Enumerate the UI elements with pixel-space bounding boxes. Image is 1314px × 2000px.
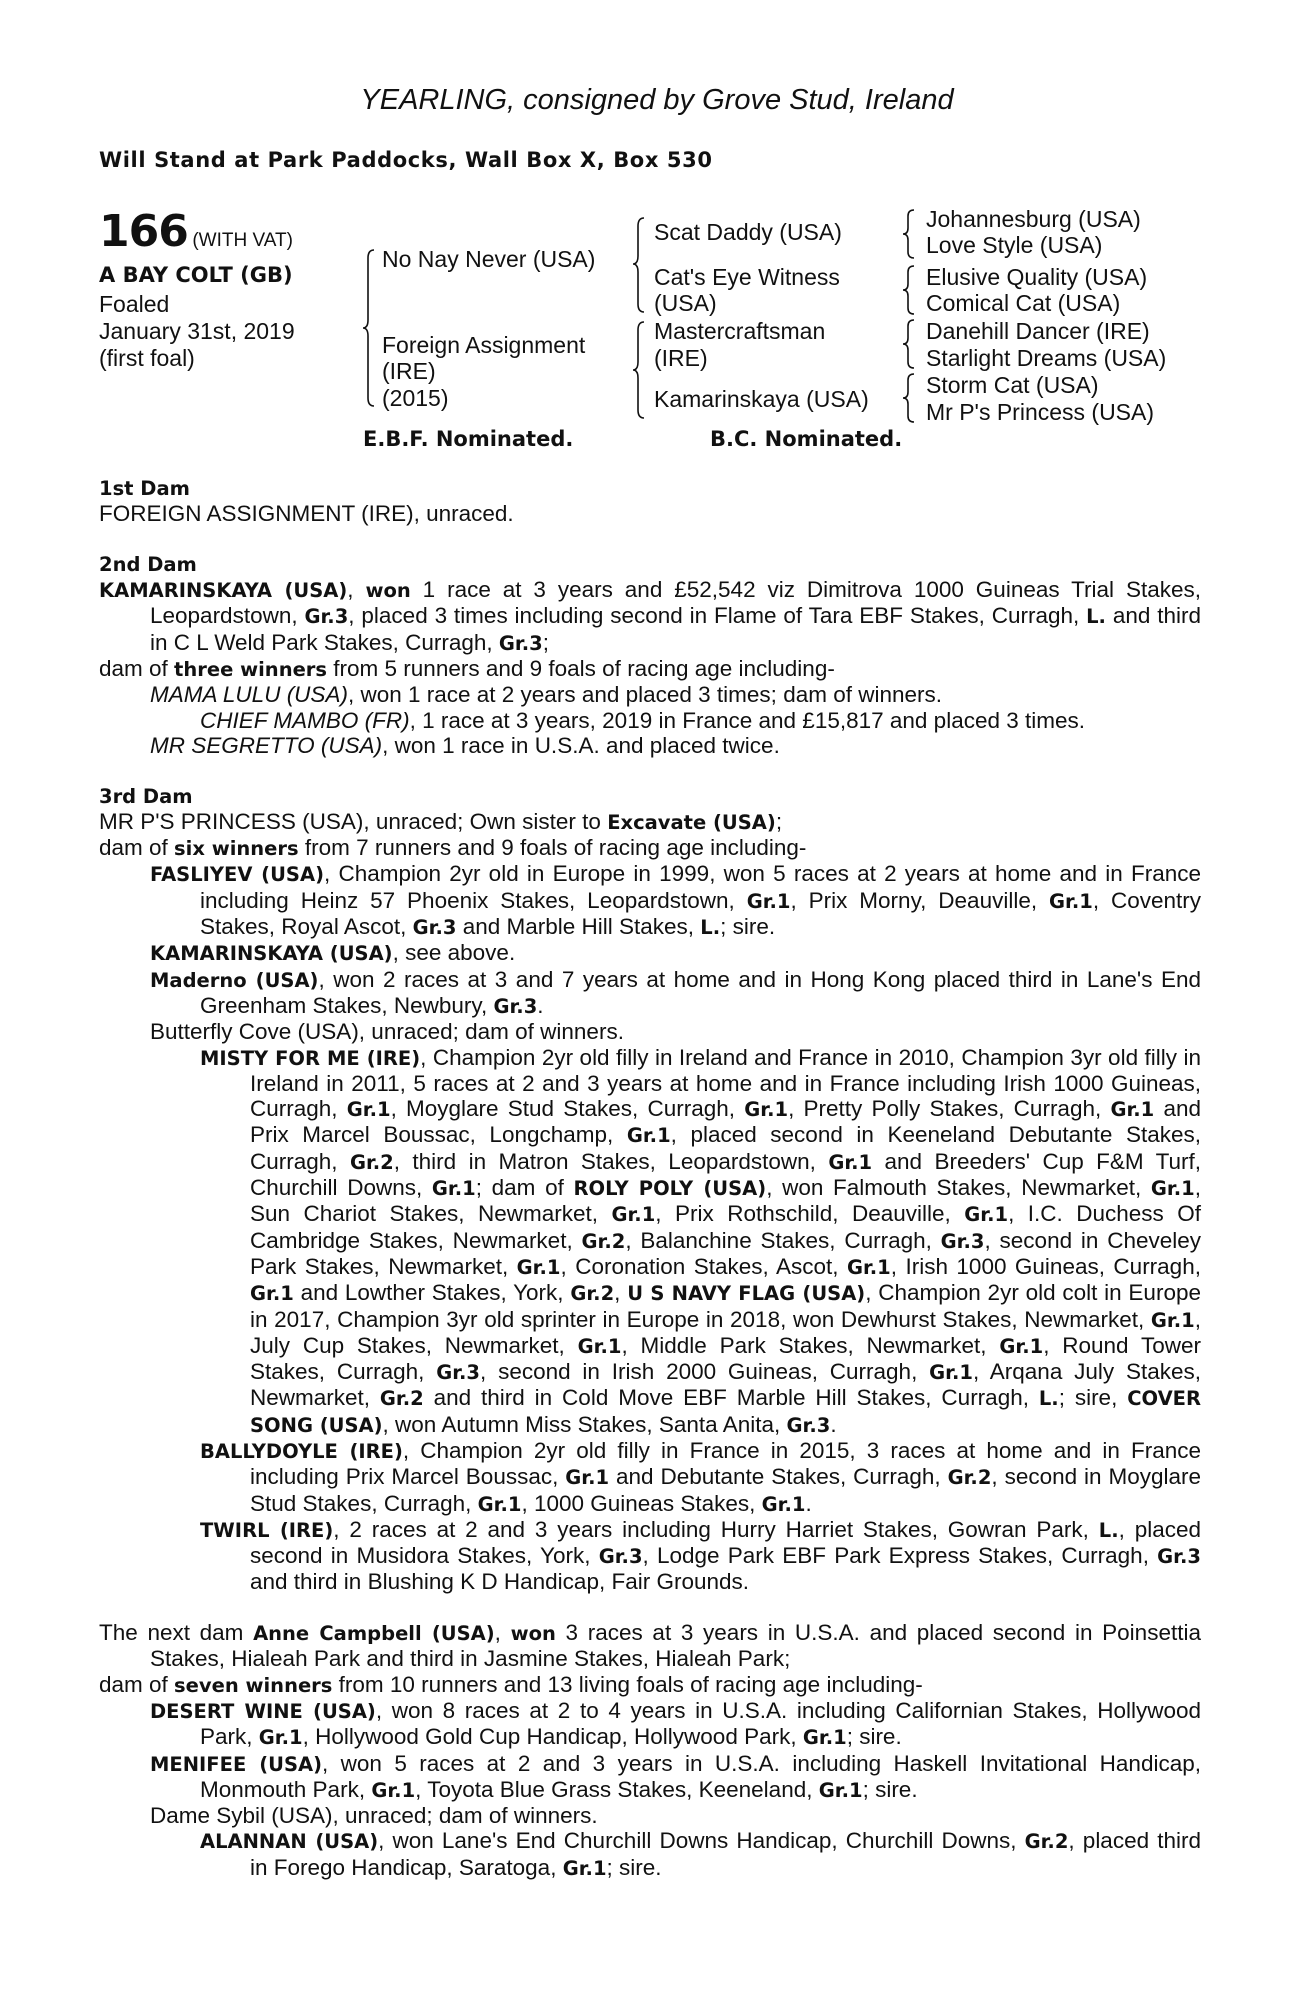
text-run: dam of — [99, 1671, 175, 1697]
text-run: , Champion 2yr old colt in Europe in 2017, Champion 3yr old sprinter in Europe in 2018, won Dewhurst Stakes, Newmarket, — [250, 1280, 1201, 1332]
text-run: and Breeders' Cup F&M Turf, Churchill Downs, — [250, 1148, 1201, 1201]
brace-icon — [902, 208, 916, 260]
bold-text: FASLIYEV (USA) — [150, 863, 324, 887]
text-run: . — [537, 992, 544, 1018]
text-run: 2nd Dam — [99, 552, 197, 576]
sire-sire: Scat Daddy (USA) — [654, 219, 842, 245]
foaled-label: Foaled — [99, 291, 170, 317]
bold-text: won — [510, 1622, 556, 1646]
bold-text: Excavate (USA) — [607, 810, 776, 834]
text-run: and third in Cold Move EBF Marble Hill Stakes, Curragh, — [423, 1385, 1039, 1411]
text-run: , placed second in Musidora Stakes, York, — [250, 1516, 1201, 1569]
text-run: , second in Irish 2000 Guineas, Curragh, — [480, 1359, 930, 1385]
bold-text: won — [365, 579, 411, 603]
bold-text: Gr.2 — [349, 1150, 394, 1174]
text-run: , Prix Morny, Deauville, — [790, 887, 1049, 913]
bold-text: Gr.1 — [744, 1098, 789, 1122]
text-run: , Champion 2yr old in Europe in 1999, won 5 races at 2 years at home and in France including Heinz 57 Phoenix Stakes, Leopardstown, — [200, 861, 1202, 913]
text-run: , Coventry Stakes, Royal Ascot, — [200, 887, 1201, 940]
ancestor: Storm Cat (USA) — [926, 372, 1099, 398]
text-run: , won 1 race at 2 years and placed 3 times; dam of winners. — [347, 682, 943, 708]
text-run: , Hollywood Gold Cup Handicap, Hollywood Park, — [302, 1724, 803, 1750]
bold-text: COVER SONG (USA) — [250, 1387, 1201, 1437]
paragraph — [99, 1698, 1201, 1751]
text-run: , Prix Rothschild, Deauville, — [655, 1201, 965, 1227]
brace-icon — [902, 372, 916, 424]
text-run: , placed 3 times including second in Flame of Tara EBF Stakes, Curragh, — [348, 603, 1087, 629]
text-run: , third in Matron Stakes, Leopardstown, — [393, 1148, 829, 1174]
text-run: Dame Sybil (USA), unraced; dam of winners. — [150, 1803, 598, 1829]
text-run: , won 5 races at 2 and 3 years in U.S.A. including Haskell Invitational Handicap, Monmouth Park, — [200, 1750, 1201, 1802]
lot-number: 166 — [99, 206, 188, 257]
text-run: , July Cup Stakes, Newmarket, — [250, 1306, 1201, 1358]
sire-dam-2: (USA) — [654, 290, 717, 316]
brace-icon — [902, 318, 916, 370]
bold-text: Gr.2 — [581, 1229, 626, 1253]
dam-line-3: (2015) — [382, 385, 449, 411]
text-run: dam of — [99, 656, 175, 682]
text-run: , 2 races at 2 and 3 years including Hurry Harriet Stakes, Gowran Park, — [333, 1516, 1099, 1542]
section-heading — [99, 476, 1201, 501]
text-run: ; sire. — [846, 1724, 902, 1750]
bold-text: Gr.2 — [379, 1387, 424, 1411]
italic-text: MR SEGRETTO (USA) — [150, 732, 383, 758]
bold-text: L. — [1038, 1387, 1059, 1411]
bold-text: six winners — [174, 837, 299, 861]
text-run: ; sire. — [606, 1854, 662, 1880]
text-run: , Lodge Park EBF Park Express Stakes, Curragh, — [642, 1543, 1158, 1569]
text-run: and Prix Marcel Boussac, Longchamp, — [250, 1096, 1202, 1148]
paragraph — [99, 967, 1201, 1020]
bold-text: Gr.1 — [802, 1726, 847, 1750]
text-run: , Middle Park Stakes, Newmarket, — [621, 1332, 1000, 1358]
text-run: , Moyglare Stud Stakes, Curragh, — [390, 1096, 745, 1122]
text-run: , won 2 races at 3 and 7 years at home and in Hong Kong placed third in Lane's End Greenham Stakes, Newbury, — [200, 966, 1201, 1018]
brace-icon — [902, 264, 916, 316]
text-run: , won 8 races at 2 to 4 years in U.S.A. including Californian Stakes, Hollywood Park, — [200, 1697, 1201, 1750]
foal-note: (first foal) — [99, 345, 195, 371]
italic-text: MAMA LULU (USA) — [150, 682, 348, 708]
bold-text: Gr.3 — [493, 994, 538, 1018]
section-heading — [99, 552, 1201, 577]
bold-text: Gr.1 — [250, 1282, 294, 1306]
foaled-date: January 31st, 2019 — [99, 318, 295, 344]
paragraph — [99, 1019, 1201, 1044]
text-run: , Champion 2yr old filly in Ireland and France in 2010, Champion 3yr old filly in Ireland in 2011, 5 races at 2 and 3 years at home and in France including Irish 1000 Guineas, Curragh, — [250, 1044, 1201, 1122]
bold-text: Gr.3 — [1157, 1545, 1201, 1569]
text-run: , see above. — [392, 940, 516, 966]
bold-text: KAMARINSKAYA (USA) — [99, 579, 348, 603]
bold-text: Gr.1 — [746, 889, 791, 913]
text-run: and third in C L Weld Park Stakes, Curragh, — [150, 603, 1201, 655]
text-run: , Irish 1000 Guineas, Curragh, — [890, 1253, 1201, 1279]
text-run: , 1000 Guineas Stakes, — [521, 1490, 762, 1516]
dam-line-1: Foreign Assignment — [382, 332, 586, 358]
bold-text: Gr.2 — [1024, 1830, 1069, 1854]
dam-sire-1: Mastercraftsman — [654, 318, 826, 344]
bold-text: L. — [1086, 605, 1106, 629]
brace-icon — [632, 320, 646, 420]
text-run: 3rd Dam — [99, 784, 193, 808]
text-run: and Lowther Stakes, York, — [293, 1280, 571, 1306]
bold-text: Gr.3 — [412, 916, 457, 940]
text-run: , won 1 race in U.S.A. and placed twice. — [382, 732, 780, 758]
bold-text: Gr.1 — [562, 1856, 607, 1880]
paragraph — [99, 861, 1201, 940]
dam-sire-2: (IRE) — [654, 345, 708, 371]
text-run: , I.C. Duchess Of Cambridge Stakes, Newmarket, — [250, 1201, 1201, 1253]
paragraph — [99, 1751, 1201, 1804]
sire: No Nay Never (USA) — [382, 246, 596, 272]
ancestor: Comical Cat (USA) — [926, 290, 1121, 316]
bold-text: Maderno (USA) — [150, 968, 319, 992]
bold-text: Gr.1 — [371, 1778, 416, 1802]
bold-text: Gr.1 — [1110, 1098, 1155, 1122]
bold-text: Gr.3 — [598, 1545, 643, 1569]
text-run: , 1 race at 3 years, 2019 in France and £15,817 and placed 3 times. — [409, 707, 1086, 733]
text-run: , second in Moyglare Stud Stakes, Curragh, — [250, 1464, 1201, 1516]
bold-text: L. — [1098, 1518, 1119, 1542]
bold-text: ROLY POLY (USA) — [573, 1177, 767, 1201]
text-run: from 7 runners and 9 foals of racing age including- — [298, 835, 807, 861]
dam-line-2: (IRE) — [382, 358, 436, 384]
paragraph — [99, 1517, 1201, 1595]
bold-text: TWIRL (IRE) — [200, 1518, 334, 1542]
bold-text: Gr.2 — [947, 1466, 992, 1490]
text-run: , Toyota Blue Grass Stakes, Keeneland, — [415, 1776, 819, 1802]
bold-text: BALLYDOYLE (IRE) — [200, 1439, 403, 1463]
bold-text: MENIFEE (USA) — [150, 1752, 322, 1776]
bold-text: Gr.3 — [498, 631, 543, 655]
text-run: ; — [542, 629, 549, 655]
ancestor: Johannesburg (USA) — [926, 206, 1141, 232]
paragraph — [99, 501, 1201, 526]
paragraph — [99, 1438, 1201, 1517]
text-run: , placed third in Forego Handicap, Saratoga, — [250, 1828, 1201, 1880]
bold-text: L. — [700, 916, 721, 940]
bold-text: Gr.1 — [846, 1255, 891, 1279]
paragraph — [99, 1828, 1201, 1881]
bold-text: Gr.1 — [818, 1778, 863, 1802]
text-run: ; sire. — [862, 1776, 918, 1802]
bold-text: Gr.3 — [786, 1413, 831, 1437]
ancestor: Starlight Dreams (USA) — [926, 345, 1167, 371]
bold-text: MISTY FOR ME (IRE) — [200, 1046, 421, 1070]
text-run: , — [494, 1620, 511, 1646]
text-run: , Champion 2yr old filly in France in 2015, 3 races at home and in France including Prix Marcel Boussac, — [250, 1437, 1202, 1490]
text-run: ; dam of — [475, 1175, 574, 1201]
bold-text: Gr.1 — [1048, 889, 1093, 913]
section-heading — [99, 784, 1201, 809]
text-run: MR P'S PRINCESS (USA), unraced; Own sister to — [99, 808, 608, 834]
paragraph — [99, 1672, 1201, 1698]
catalogue-body — [99, 476, 1201, 1881]
paragraph — [99, 835, 1201, 861]
text-run: , Sun Chariot Stakes, Newmarket, — [250, 1175, 1201, 1227]
text-run: , won Lane's End Churchill Downs Handicap, Churchill Downs, — [378, 1828, 1025, 1854]
ebf-nominated: E.B.F. Nominated. — [363, 427, 574, 451]
bold-text: Gr.3 — [940, 1229, 985, 1253]
paragraph — [99, 940, 1201, 966]
paragraph — [99, 1045, 1201, 1438]
vat-label: (WITH VAT) — [192, 230, 293, 251]
text-run: 3 races at 3 years in U.S.A. and placed second in Poinsettia Stakes, Hialeah Park and third in Jasmine Stakes, Hialeah Park; — [150, 1620, 1201, 1672]
text-run: Butterfly Cove (USA), unraced; dam of winners. — [150, 1019, 624, 1045]
text-run: , Pretty Polly Stakes, Curragh, — [788, 1096, 1111, 1122]
text-run: FOREIGN ASSIGNMENT (IRE), unraced. — [99, 501, 514, 527]
text-run: . — [805, 1490, 812, 1516]
italic-text: CHIEF MAMBO (FR) — [200, 707, 410, 733]
bc-nominated: B.C. Nominated. — [710, 427, 903, 451]
text-run: 1 race at 3 years and £52,542 viz Dimitrova 1000 Guineas Trial Stakes, Leopardstown, — [150, 577, 1201, 629]
bold-text: Gr.1 — [346, 1098, 391, 1122]
text-run: , Coronation Stakes, Ascot, — [560, 1253, 847, 1279]
bold-text: Gr.1 — [431, 1177, 476, 1201]
bold-text: Gr.1 — [828, 1150, 873, 1174]
text-run: , second in Cheveley Park Stakes, Newmarket, — [250, 1227, 1201, 1279]
paragraph — [99, 733, 1201, 758]
lot-name: A BAY COLT (GB) — [99, 263, 293, 287]
bold-text: Gr.1 — [761, 1492, 806, 1516]
text-run: dam of — [99, 835, 175, 861]
text-run: and Debutante Stakes, Curragh, — [609, 1464, 948, 1490]
bold-text: three winners — [174, 658, 328, 682]
brace-icon — [362, 248, 376, 408]
paragraph — [99, 1620, 1201, 1672]
ancestor: Danehill Dancer (IRE) — [926, 318, 1150, 344]
bold-text: U S NAVY FLAG (USA) — [627, 1282, 866, 1306]
bold-text: Gr.1 — [929, 1361, 973, 1385]
text-run: and third in Blushing K D Handicap, Fair Grounds. — [250, 1569, 750, 1595]
bold-text: Gr.1 — [477, 1492, 522, 1516]
ancestor: Mr P's Princess (USA) — [926, 399, 1155, 425]
bold-text: Anne Campbell (USA) — [253, 1622, 495, 1646]
bold-text: KAMARINSKAYA (USA) — [150, 942, 393, 966]
bold-text: Gr.1 — [999, 1334, 1044, 1358]
dam-dam: Kamarinskaya (USA) — [654, 386, 869, 412]
ancestor: Elusive Quality (USA) — [926, 264, 1148, 290]
page-title: YEARLING, consigned by Grove Stud, Ireland — [360, 84, 954, 116]
bold-text: Gr.1 — [258, 1726, 303, 1750]
paragraph — [99, 577, 1201, 656]
bold-text: Gr.1 — [626, 1124, 671, 1148]
text-run: ; sire. — [720, 914, 776, 940]
text-run: , — [347, 577, 366, 603]
ancestor: Love Style (USA) — [926, 232, 1103, 258]
text-run: 1st Dam — [99, 477, 190, 500]
paragraph — [99, 809, 1201, 835]
bold-text: Gr.1 — [565, 1466, 610, 1490]
paragraph — [99, 708, 1201, 733]
paragraph — [99, 1803, 1201, 1828]
brace-icon — [632, 216, 646, 314]
bold-text: Gr.1 — [516, 1255, 561, 1279]
bold-text: Gr.1 — [1150, 1308, 1195, 1332]
text-run: , Round Tower Stakes, Curragh, — [250, 1332, 1201, 1385]
paragraph — [99, 656, 1201, 682]
bold-text: DESERT WINE (USA) — [150, 1699, 376, 1723]
text-run: from 5 runners and 9 foals of racing age including- — [327, 656, 835, 682]
text-run: , won Falmouth Stakes, Newmarket, — [766, 1175, 1151, 1201]
bold-text: Gr.3 — [304, 605, 349, 629]
text-run: ; — [775, 808, 783, 834]
text-run: ; sire, — [1058, 1385, 1128, 1411]
bold-text: Gr.2 — [570, 1282, 615, 1306]
sire-dam-1: Cat's Eye Witness — [654, 264, 840, 290]
text-run: and Marble Hill Stakes, — [456, 914, 701, 940]
text-run: , placed second in Keeneland Debutante Stakes, Curragh, — [250, 1122, 1201, 1174]
bold-text: Gr.1 — [964, 1203, 1009, 1227]
text-run: , won Autumn Miss Stakes, Santa Anita, — [382, 1411, 787, 1437]
bold-text: Gr.3 — [436, 1361, 481, 1385]
bold-text: Gr.1 — [1150, 1177, 1195, 1201]
lot-number-line — [99, 206, 293, 257]
text-run: The next dam — [99, 1620, 254, 1646]
paragraph — [99, 682, 1201, 707]
text-run: , Arqana July Stakes, Newmarket, — [250, 1359, 1201, 1411]
text-run: . — [830, 1411, 837, 1437]
bold-text: ALANNAN (USA) — [200, 1830, 379, 1854]
bold-text: seven winners — [174, 1673, 333, 1697]
bold-text: Gr.1 — [577, 1334, 622, 1358]
text-run: , — [614, 1280, 628, 1306]
bold-text: Gr.1 — [611, 1203, 656, 1227]
text-run: , Balanchine Stakes, Curragh, — [625, 1227, 941, 1253]
text-run: from 10 runners and 13 living foals of racing age including- — [332, 1671, 923, 1697]
stand-location: Will Stand at Park Paddocks, Wall Box X, Box 530 — [99, 148, 713, 172]
